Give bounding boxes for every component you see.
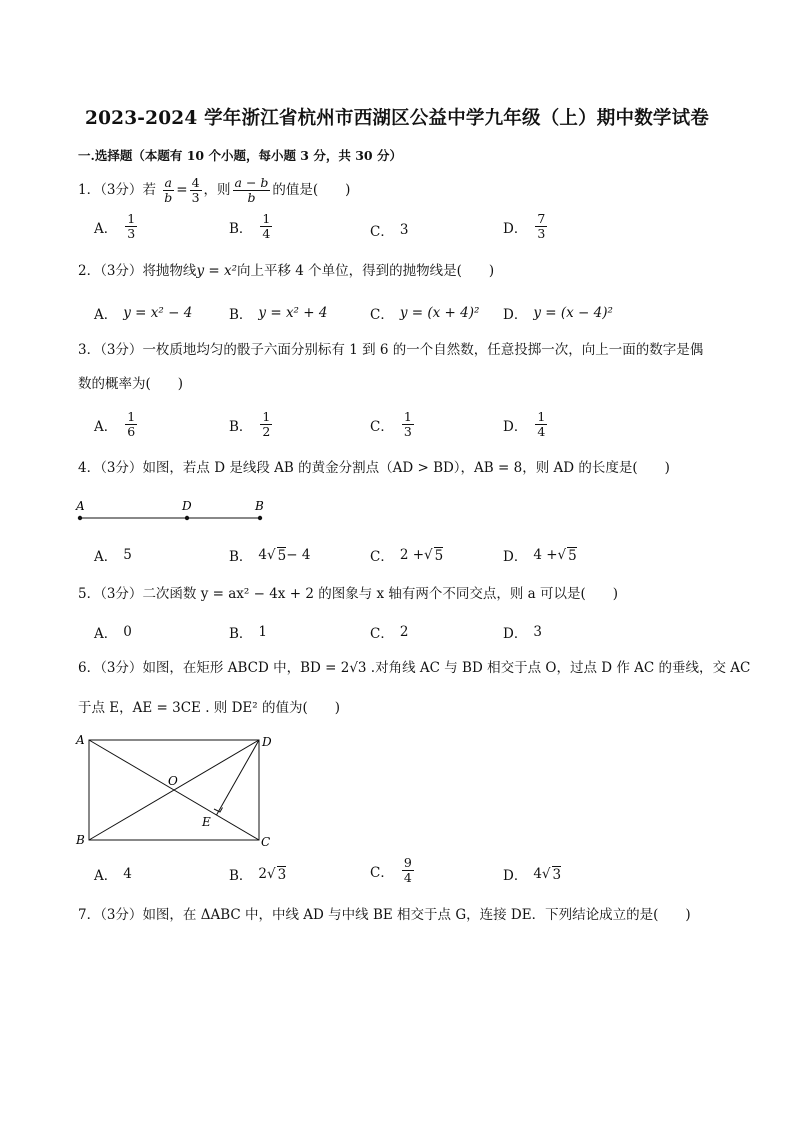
option-d[interactable]: D． $\frac{1}{4}$ [503, 409, 546, 439]
option-d[interactable]: D． 3 [503, 624, 542, 642]
line-segment-figure [70, 496, 280, 528]
option-a[interactable]: A． 0 [94, 624, 132, 642]
vertex-label-a: A [76, 733, 85, 747]
question-5 [78, 584, 618, 604]
point-label-b: B [255, 499, 264, 513]
question-number: 3． [78, 342, 101, 358]
question-score: （3分） [100, 342, 143, 358]
options-row [0, 212, 794, 252]
vertex-label-b: B [76, 833, 85, 847]
option-c[interactable]: C． 2 + √ 5 [370, 547, 444, 565]
question-text: 如图，在矩形 ABCD 中，BD = 2√3 .对角线 AC 与 BD 相交于点 O，过点 D 作 AC 的垂线，交 AC [142, 660, 751, 676]
fraction: $\frac{a}{b}$ [164, 175, 173, 205]
page-title: 2023-2024 学年浙江省杭州市西湖区公益中学九年级（上）期中数学试卷 [85, 108, 709, 129]
question-text: 向上平移 4 个单位，得到的抛物线是( ) [236, 263, 495, 279]
vertex-label-c: C [261, 835, 271, 849]
option-a[interactable]: A． y = x² − 4 [94, 305, 193, 323]
question-number: 6． [78, 660, 101, 676]
option-c[interactable]: C． $\frac{1}{3}$ [370, 409, 412, 439]
section-heading: 一.选择题（本题有 10 个小题，每小题 3 分，共 30 分） [78, 148, 402, 163]
question-score: （3分） [100, 263, 143, 279]
question-text: 数的概率为( ) [78, 376, 184, 392]
fraction: $\frac{4}{3}$ [191, 175, 200, 205]
question-text: 将抛物线 [142, 263, 197, 279]
option-b[interactable]: B． $\frac{1}{4}$ [229, 211, 271, 241]
option-a[interactable]: A． 4 [94, 866, 132, 884]
vertex-label-d: D [262, 735, 272, 749]
question-score: （3分） [100, 182, 143, 198]
option-a[interactable]: A． 5 [94, 547, 132, 565]
option-b[interactable]: B． 2 √ 3 [229, 866, 287, 884]
question-score: （3分） [100, 660, 143, 676]
option-b[interactable]: B． 1 [229, 624, 268, 642]
point-label-e: E [202, 815, 211, 829]
math-expression: y = x² [196, 263, 237, 279]
option-d[interactable]: D． $\frac{7}{3}$ [503, 211, 546, 241]
option-b[interactable]: B． 4 √ 5 − 4 [229, 547, 311, 565]
question-7 [78, 905, 691, 925]
question-number: 5． [78, 586, 101, 602]
question-score: （3分） [100, 460, 143, 476]
question-text: 于点 E，AE = 3CE . 则 DE² 的值为( ) [78, 700, 340, 716]
question-number: 7． [78, 907, 101, 923]
option-c[interactable]: C． y = (x + 4)² [370, 305, 480, 323]
question-6-line-2 [78, 698, 340, 718]
question-text: 一枚质地均匀的骰子六面分别标有 1 到 6 的一个自然数，任意投掷一次，向上一面的数字是偶 [142, 342, 704, 358]
point-label-o: O [168, 774, 178, 788]
option-d[interactable]: D． 4 + √ 5 [503, 547, 577, 565]
question-3-line-2 [78, 374, 183, 394]
options-row [0, 545, 794, 585]
question-score: （3分） [100, 907, 143, 923]
question-3 [78, 340, 703, 360]
option-a[interactable]: A． $\frac{1}{3}$ [94, 211, 136, 241]
question-text: 若 [142, 182, 156, 198]
options-row [0, 856, 794, 896]
option-c[interactable]: C． 3 [370, 222, 409, 240]
option-c[interactable]: C． $\frac{9}{4}$ [370, 855, 412, 885]
question-6 [78, 658, 750, 678]
options-row [0, 303, 794, 343]
point-label-a: A [76, 499, 85, 513]
point-label-d: D [182, 499, 192, 513]
option-d[interactable]: D． 4 √ 3 [503, 866, 562, 884]
fraction: $\frac{a - b}{b}$ [234, 175, 269, 205]
question-text: 如图，若点 D 是线段 AB 的黄金分割点（AD > BD），AB = 8，则 AD 的长度是( ) [142, 460, 670, 476]
question-1: 1．（3分）若 $\frac{a}{b}$ = $\frac{4}{3}$ ，则 $\frac{a - b}{b}$ 的值是( ) [78, 175, 351, 205]
question-text: 如图，在 ΔABC 中，中线 AD 与中线 BE 相交于点 G，连接 DE．下列结论成立的是( ) [142, 907, 691, 923]
option-b[interactable]: B． y = x² + 4 [229, 305, 328, 323]
question-text: 二次函数 y = ax² − 4x + 2 的图象与 x 轴有两个不同交点，则 a 可以是( ) [142, 586, 619, 602]
question-score: （3分） [100, 586, 143, 602]
option-c[interactable]: C． 2 [370, 624, 409, 642]
option-b[interactable]: B． $\frac{1}{2}$ [229, 409, 271, 439]
option-a[interactable]: A． $\frac{1}{6}$ [94, 409, 136, 439]
question-number: 1． [78, 182, 101, 198]
question-2 [78, 261, 494, 281]
options-row [0, 410, 794, 450]
question-number: 4． [78, 460, 101, 476]
options-row [0, 622, 794, 662]
option-d[interactable]: D． y = (x − 4)² [503, 305, 613, 323]
question-4 [78, 458, 670, 478]
rectangle-figure [72, 730, 282, 852]
question-number: 2． [78, 263, 101, 279]
